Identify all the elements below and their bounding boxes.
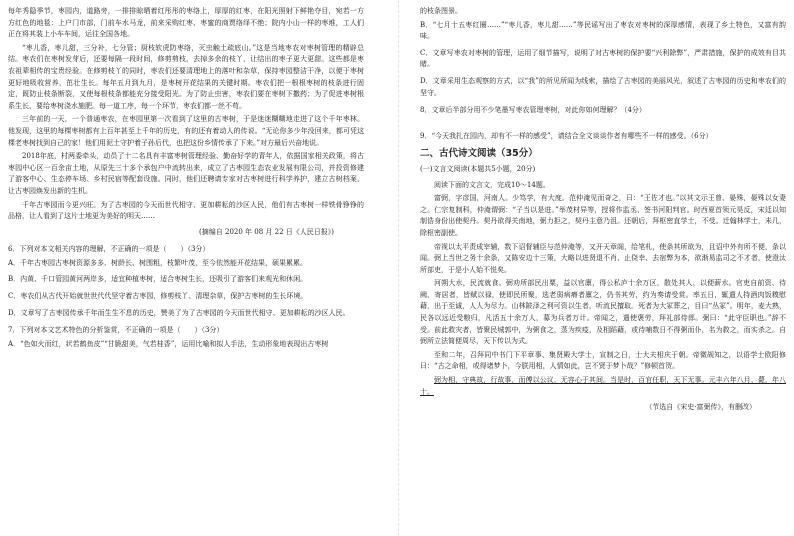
- question-9: 9．“今天我扎在园内，却有不一样的感受”，请结合全文谈谈作者有哪些不一样的感受。（6分）: [420, 131, 713, 140]
- option-6d: D．文章写了古枣园传承千年而生生不息的历史，赞美了为了古枣园的今天而世代相守、更加耕耘的沙区人民。: [8, 308, 350, 317]
- option-7d: D．文章采用生态观察的方式，以“我”的所见所闻为线索，描绘了古枣园的美丽风光，叙述了古枣园的历史和枣农们的坚守。: [420, 76, 786, 97]
- option-7c: C．文章写枣农对枣树的管理，运用了细节描写，说明了对古枣树的保护要“兴利除弊”，严肃措施，保护的成效有目共睹。: [420, 48, 786, 69]
- option-7b: B．“七月十五枣红圈……”“枣儿香，枣儿甜……”等民谣写出了枣农对枣树的深厚感情，表现了乡土特色，又富有韵味。: [420, 20, 786, 41]
- question-7: 7．下列对本文艺术特色的分析鉴赏，不正确的一项是（ ）（3分）: [8, 326, 224, 335]
- section-heading: 二、古代诗文阅读（35分）: [420, 148, 538, 160]
- essay-paragraph: 2018年底，村两委牵头，动员了十二名具有丰富枣树管理经验、勤奋好学的青年人，依据国家相关政策，将古枣园中心区一百余亩土地，从原先三十多个承包户中流转出来，成立了古枣园生态农业发展有限公司，并投资修建了游客中心、生态停车场、乡村民宿等配套设施。同时，他们还聘请专家对古枣树进行科学养护，建立古树档案，让古枣园焕发出新的生机。: [8, 152, 364, 195]
- option-6c: C．枣农们从古代开始就世世代代坚守着古枣园，修剪枝丫、清理杂草，保护古枣树的生长环境。: [8, 292, 308, 301]
- essay-paragraph: 每年秀隐季节，枣园内，道路旁，一排排晾晒着红彤彤的枣络上，厚厚的红枣，在阳光照射下鲜艳夺目，宛若一方方红色的地毯：上户门市部，门前车水马龙，前来采购红枣、枣蜜的商贾络绎不绝；院内小山一样的枣堆，工人们正在将其装上小车车间，运往全国各地。: [8, 7, 364, 39]
- question-8: 8．文章后半部分用不少笔墨写枣农管理枣树，对此你如何理解？（4分）: [420, 106, 646, 115]
- option-6b: B．内黄、千口管园黄河两岸多，适宜种植枣树，适合枣树生长，还吸引了游客们来观光和休闲。: [8, 275, 308, 284]
- classical-paragraph: 帝视以太平责成宰辅，数下诏督辅臣与范仲淹等，又开天章阁，给笔札，使条其所欲为，且诏中外有所不便，条以闻。弼上当世之务十余条，又陈安边十三策，大略以进贤退不肖、止侥幸、去宿弊为本，欲渐易监司之不才者，使澄汰所部吏，于是小人始不悦矣。: [420, 242, 786, 274]
- classical-paragraph: 河朔大水，民流就食。弼劝所部民出粟，益以官廪，得公私庐十余万区，散处其人，以便薪水。官吏自前资、待阙、寄居者，皆赋以禄，使即民所聚，选老弱病瘠者廪之，仍书其劳，约为奏请受赏。率五日，辄遣人持酒肉饭糗慰藉，出于至诚，人人为尽力。山林陂泽之利可资以生者，听流民擅取。死者为大冢葬之，目曰“丛冢”。明年，麦大熟，民各以远近受粮归，凡活五十余万人，募为兵者万计。帝闻之，遣使褒劳，拜礼部侍郎。弼曰：“此守臣职也。”辞不受。前此救灾者，皆聚民城郭中，为粥食之，蒸为疾疫，及相蹈藉，或待哺数日不得粥而仆，名为救之，而实杀之。自弼所立法简便周尽，天下传以为式。: [420, 279, 786, 346]
- subsection-heading: (一)文言文阅读(本题共5小题，20分): [420, 164, 536, 173]
- question-6: 6．下列对本文相关内容的理解，不正确的一项是（ ）（3分）: [8, 245, 210, 254]
- option-6a: A．千年古枣园古枣树资源多多、树龄长、树围粗，枝繁叶茂，至今依然能开花结果，硕果累累。: [8, 258, 308, 267]
- column-divider: [398, 0, 399, 536]
- classical-paragraph: 弼为相，守典故，行故事，而傅以公议，无容心于其间。当是时，百官任职，天下无事。元丰六年八月，薨，年八十。: [420, 376, 786, 396]
- option-7a-continued: 的枝条图景。: [420, 7, 462, 15]
- essay-paragraph: 千年古枣园而今更兴旺。为了古枣园的今天而世代相守、更加耕耘的沙区人民，他们有古枣树一样铁骨铮铮的品格，让人看到了这片土地更为美好的明天……: [8, 200, 364, 221]
- classical-paragraph: 至和二年，召拜同中书门下平章事、集贤殿大学士，宣制之日，士大夫相庆于朝。帝微觇知之，以语学士欧阳修曰：“古之命相，或得诸梦卜，今朕用相，人情如此，岂不贤于梦卜哉？”修顿首贺。: [420, 350, 786, 371]
- option-7a: A．“色如火而红，状若鹤鱼皮”“甘脆甜美，气若桂香”，运用比喻和拟人手法，生动形象地表现出古枣树: [8, 339, 329, 348]
- classical-paragraph: 富弼，字彦国，河南人。少笃学，有大度。范仲淹见而奇之，曰：“王佐才也。”以其文示王曾、晏殊，晏殊以女妻之。仁宗复制科，仲淹谓弼：“子当以是进。”举茂材异等，授将作监丞、签书河阳判官。时西夏首领元昊反，宋廷以知制诰身份出使契丹。契丹欲得关南地，弼力拒之，契丹主意乃沮。还朝后，拜枢密直学士，不受。迁翰林学士，未几，除枢密副使。: [420, 194, 786, 237]
- essay-paragraph: “枣儿香，枣儿甜，三分补，七分管；厨枝软虎防枣络，灭虫触土疏底山。”这是当地枣农对枣树管理的精辟总结。枣农们在枣树发芽后，还要每隔一段时间，修剪剪枝，去掉多余的枝丫，让结出的枣子更大更甜。这些都是枣农祖辈相传的宝贵经验。在修剪枝丫的同时，枣农们还要清理地上的落叶和杂草，保持枣园整洁干净，以便于枣树更好地吸收营养，茁壮生长。每年五月到九月，是枣树开花结果的关键时期。枣农们把一根根枣树的枝条进行固定，既防止枝条断裂，又使每根枝条都能充分接受阳光。为了防止虫害，枣农们要在枣树下撒药；为了促进枣树根系生长，要给枣树浇水施肥。每一道工序，每一个环节，枣农们都一丝不苟。: [8, 43, 364, 110]
- right-column: [420, 6, 786, 420]
- classical-source: （节选自《宋史·富弼传》，有删改）: [645, 403, 756, 412]
- essay-paragraph: 三年前的一天，一个普通枣农，在枣园里第一次看到了这里的古枣树，于是迷迷糊糊地走进了这个千年枣林。他发现，这里的每棵枣树都有上百年甚至上千年的历史，有的还有着动人的传说。“无论你多少年没回来，都可凭这棵老枣树找到自己的家！他们用泥土守护着子孙后代，也把这份乡情传承了下来。”对方最后兴奋地说。: [8, 115, 364, 147]
- essay-source: (摘编自 2020 年 08 月 22 日《人民日报》): [199, 227, 334, 236]
- reading-instruction: 阅读下面的文言文，完成10～14题。: [434, 180, 550, 189]
- left-column: [8, 6, 364, 355]
